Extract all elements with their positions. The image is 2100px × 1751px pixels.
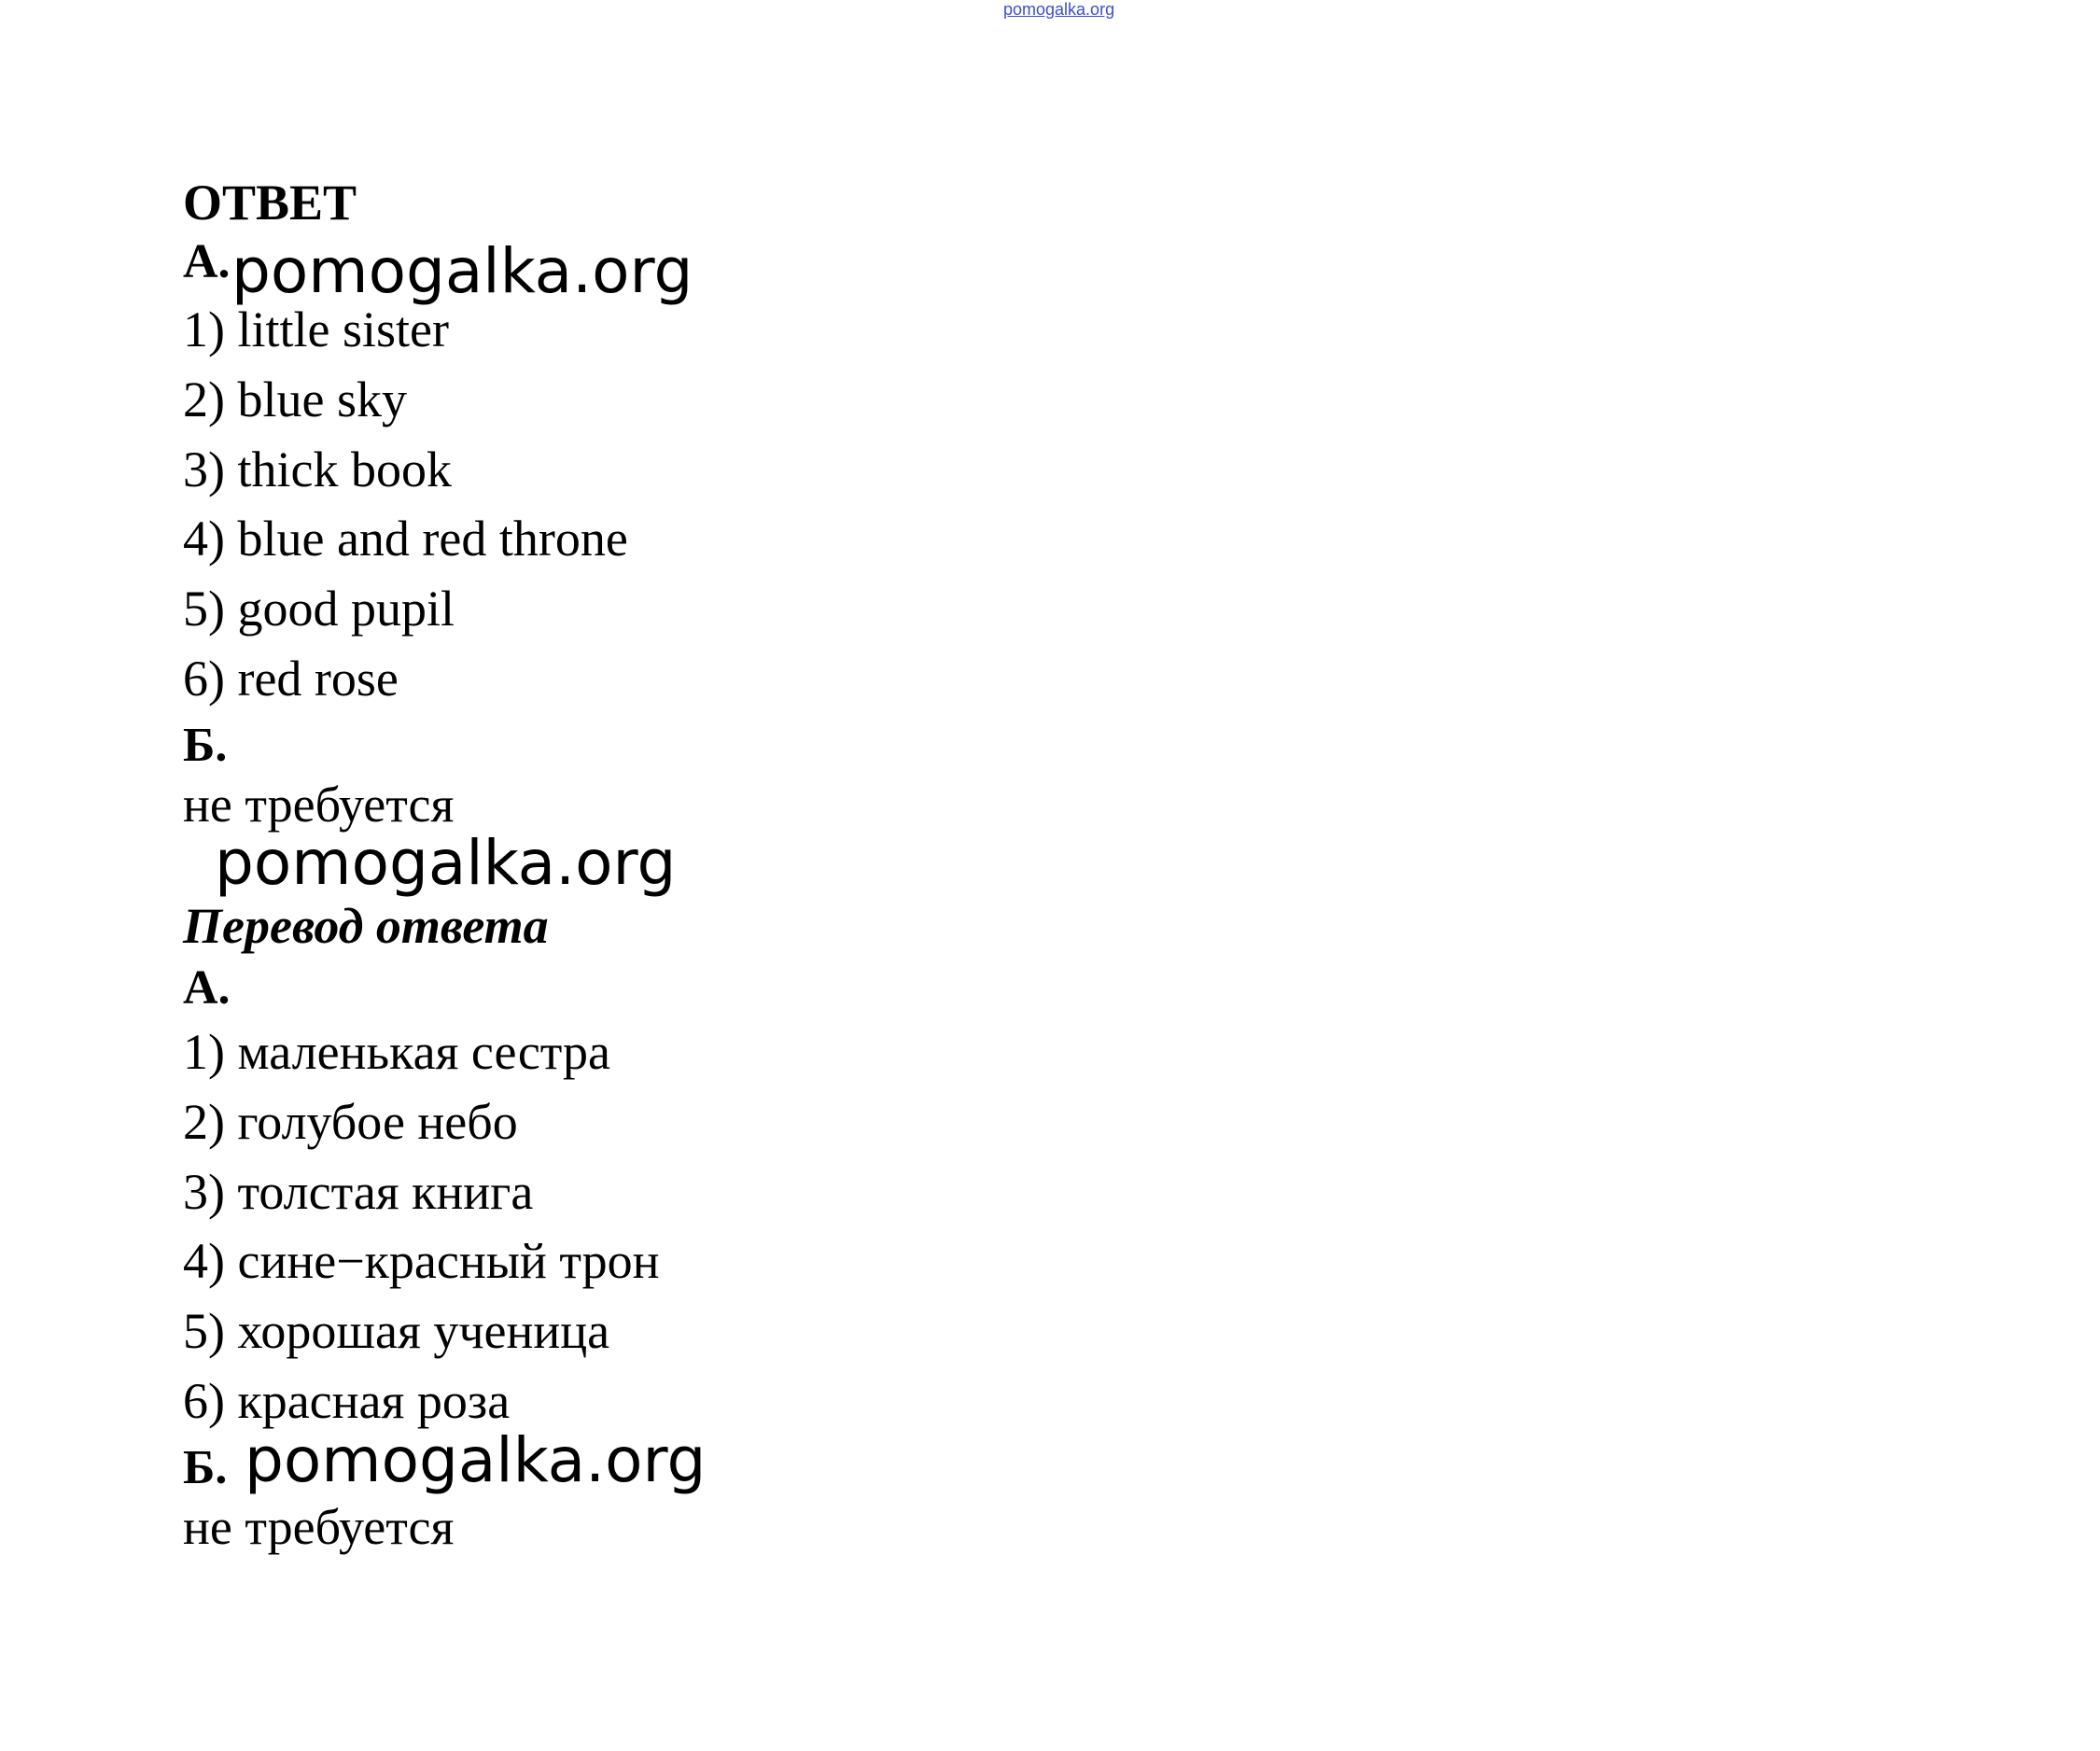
translation-item: 2) голубое небо [183,1094,518,1150]
translation-item: 5) хорошая ученица [183,1303,610,1359]
answer-section-a-label: А. [183,235,231,288]
translation-section-a-label: А. [183,961,231,1015]
translation-item: 6) красная роза [183,1373,511,1429]
watermark: pomogalka.org [231,235,693,307]
site-link[interactable]: pomogalka.org [1003,0,1115,19]
translation-section-b-label: Б. [183,1441,228,1494]
answer-item: 6) red rose [183,651,399,707]
translation-item: 3) толстая книга [183,1164,534,1220]
answer-item: 4) blue and red throne [183,511,628,567]
translation-section-b-text: не требуется [183,1499,455,1555]
answer-item: 2) blue sky [183,371,407,427]
translation-title: Перевод ответа [183,898,549,954]
answer-item: 1) little sister [183,301,449,357]
translation-item: 1) маленькая сестра [183,1024,611,1080]
answer-item: 3) thick book [183,441,452,497]
translation-item: 4) сине−красный трон [183,1233,660,1289]
answer-section-b-label: Б. [183,719,228,772]
watermark: pomogalka.org [245,1424,707,1496]
answer-item: 5) good pupil [183,581,455,637]
watermark: pomogalka.org [215,827,677,899]
answer-section-b-text: не требуется [183,777,455,833]
answer-title: ОТВЕТ [183,175,357,231]
